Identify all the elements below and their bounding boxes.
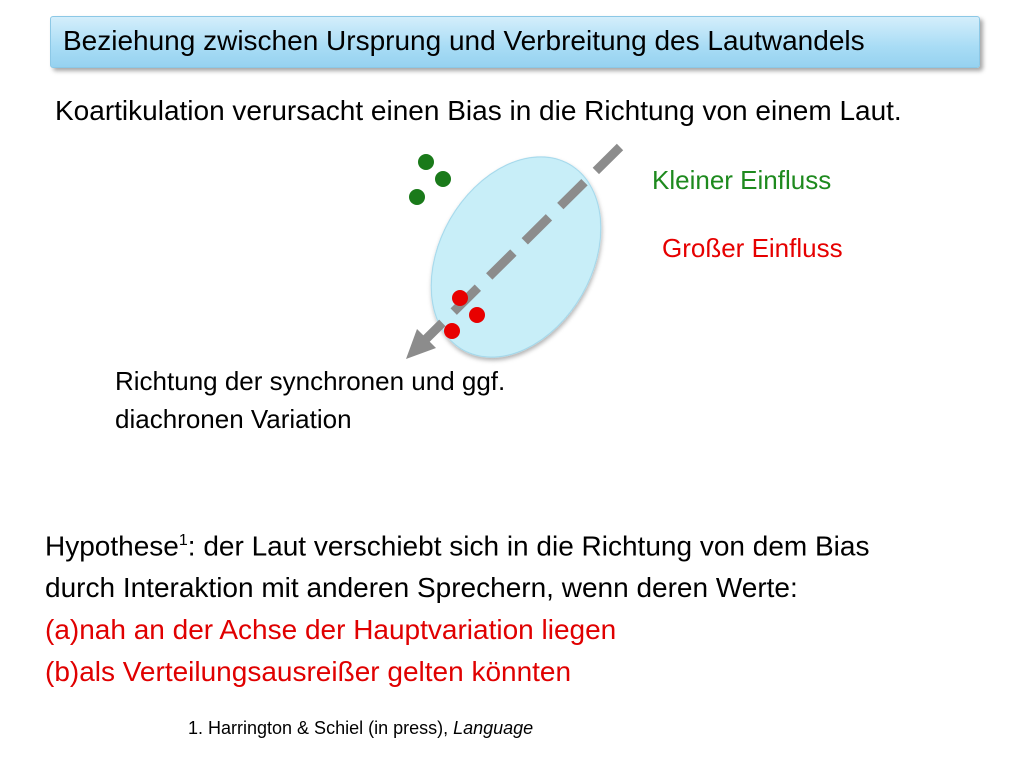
hypothesis-block [45, 520, 869, 693]
red-dot [452, 290, 468, 306]
hypothesis-word: Hypothese [45, 530, 179, 562]
red-dot [444, 323, 460, 339]
green-dot [435, 171, 451, 187]
footnote-text: 1. Harrington & Schiel (in press), [188, 718, 454, 738]
green-dot [409, 189, 425, 205]
red-dot [469, 307, 485, 323]
small-influence-label: Kleiner Einfluss [652, 165, 832, 195]
footnote-ref: 1 [178, 532, 188, 549]
footnote-journal: Language [453, 718, 534, 738]
subtitle: Koartikulation verursacht einen Bias in die Richtung von einem Laut. [55, 95, 902, 126]
direction-label [115, 362, 505, 438]
direction-line-2: diachronen Variation [115, 404, 352, 434]
hypothesis-line-1 [45, 520, 869, 567]
direction-line-1: Richtung der synchronen und ggf. [115, 366, 506, 396]
hypothesis-item-b: (b)als Verteilungsausreißer gelten könnten [45, 656, 572, 688]
hypothesis-item-a: (a)nah an der Achse der Hauptvariation liegen [45, 614, 617, 646]
large-influence-label: Großer Einfluss [662, 233, 843, 263]
footnote [188, 718, 533, 739]
green-dot [418, 154, 434, 170]
hypothesis-line-2: durch Interaktion mit anderen Sprechern, wenn deren Werte: [45, 572, 798, 604]
hypothesis-line-1-rest: : der Laut verschiebt sich in die Richtung von dem Bias [187, 530, 870, 562]
slide-title: Beziehung zwischen Ursprung und Verbreitung des Lautwandels [63, 25, 865, 56]
